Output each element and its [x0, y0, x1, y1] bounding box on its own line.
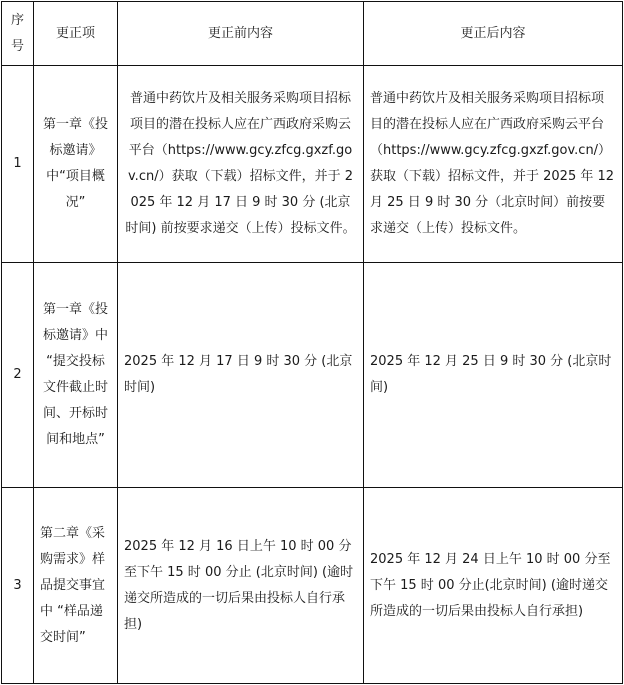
header-before: 更正前内容: [118, 2, 364, 66]
row-before-content: 2025 年 12 月 16 日上午 10 时 00 分至下午 15 时 00 分止 (北京时间) (逾时递交所造成的一切后果由投标人自行承担): [118, 488, 364, 684]
correction-table: [1, 1, 623, 684]
row-before-content: 2025 年 12 月 17 日 9 时 30 分 (北京时间): [118, 263, 364, 488]
row-item: 第一章《投标邀请》中“项目概况”: [34, 66, 118, 263]
row-seq: 3: [2, 488, 34, 684]
table-row: [2, 66, 623, 263]
row-item: 第一章《投标邀请》中 “提交投标文件截止时间、开标时间和地点”: [34, 263, 118, 488]
row-item: 第二章《采购需求》样品提交事宜中 “样品递交时间”: [34, 488, 118, 684]
header-row: [2, 2, 623, 66]
row-seq: 2: [2, 263, 34, 488]
row-seq: 1: [2, 66, 34, 263]
header-seq: 序号: [2, 2, 34, 66]
row-before-content: 普通中药饮片及相关服务采购项目招标项目的潜在投标人应在广西政府采购云平台（https://www.gcy.zfcg.gxzf.gov.cn/）获取（下载）招标文件，并于 2025 年 12 月 17 日 9 时 30 分 (北京时间) 前按要求递交（上传）投标文件。: [118, 66, 364, 263]
header-item: 更正项: [34, 2, 118, 66]
row-after-content: 2025 年 12 月 24 日上午 10 时 00 分至下午 15 时 00 分止(北京时间) (逾时递交所造成的一切后果由投标人自行承担): [364, 488, 623, 684]
table-row: [2, 263, 623, 488]
table-row: [2, 488, 623, 684]
row-after-content: 2025 年 12 月 25 日 9 时 30 分 (北京时间): [364, 263, 623, 488]
row-after-content: 普通中药饮片及相关服务采购项目招标项目的潜在投标人应在广西政府采购云平台（https://www.gcy.zfcg.gxzf.gov.cn/）获取（下载）招标文件，并于 2025 年 12 月 25 日 9 时 30 分（北京时间）前按要求递交（上传）投标文件。: [364, 66, 623, 263]
header-after: 更正后内容: [364, 2, 623, 66]
